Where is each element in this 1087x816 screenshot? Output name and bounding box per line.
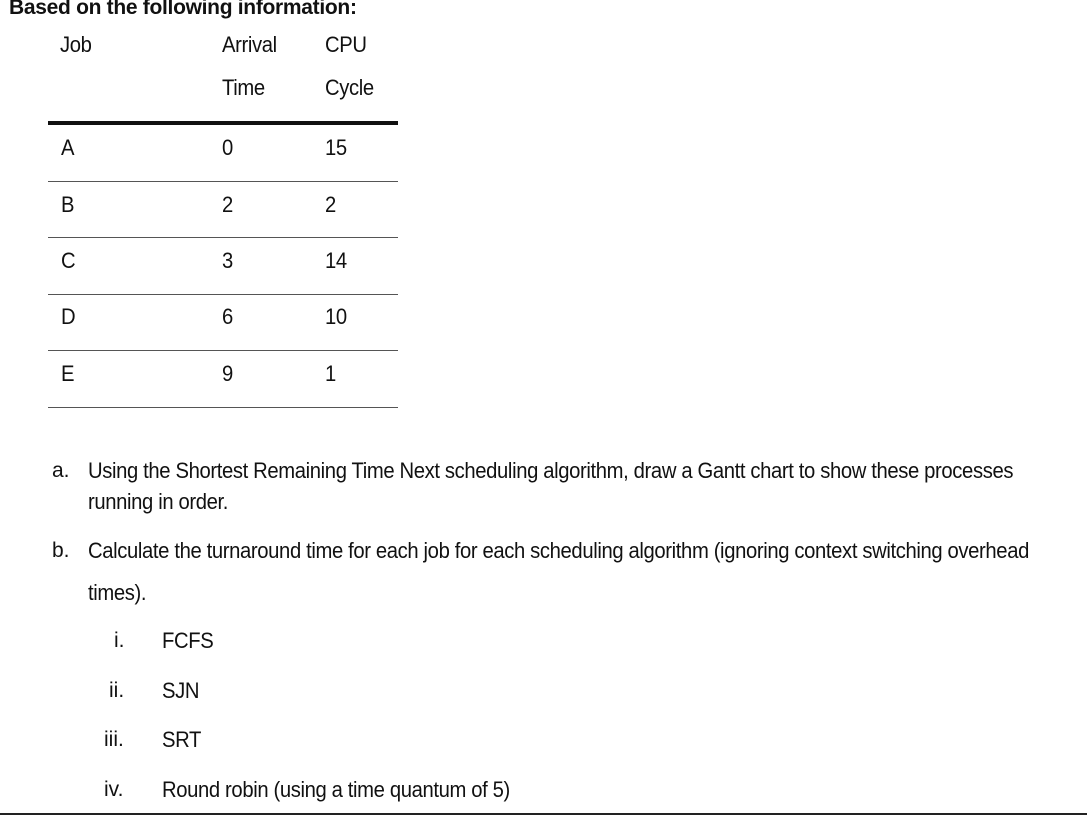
cell-arrival: 0 (222, 135, 233, 160)
row-divider (48, 294, 398, 295)
item-label: iv. (104, 778, 124, 801)
cell-job: E (61, 361, 75, 386)
item-text: Round robin (using a time quantum of 5) (162, 777, 510, 802)
question-b-line2: times). (88, 580, 147, 605)
header-rule (48, 121, 398, 125)
header-job: Job (60, 32, 92, 57)
question-b-line1: Calculate the turnaround time for each job for each scheduling algorithm (ignoring context switching overhead (88, 538, 1029, 563)
item-label: iii. (104, 728, 124, 751)
cell-arrival: 2 (222, 192, 233, 217)
cell-job: C (61, 248, 76, 273)
question-b-label: b. (52, 539, 70, 562)
row-divider (48, 350, 398, 351)
cell-cpu: 15 (325, 135, 347, 160)
item-text: SRT (162, 727, 202, 752)
cell-job: B (61, 192, 75, 217)
heading: Based on the following information: (9, 0, 357, 19)
question-a-label: a. (52, 459, 70, 482)
row-divider (48, 237, 398, 238)
cell-arrival: 9 (222, 361, 233, 386)
cell-cpu: 10 (325, 304, 347, 329)
cell-cpu: 14 (325, 248, 347, 273)
cell-arrival: 3 (222, 248, 233, 273)
cell-arrival: 6 (222, 304, 233, 329)
header-arrival-line2: Time (222, 75, 265, 100)
cell-job: A (61, 135, 75, 160)
cell-job: D (61, 304, 76, 329)
item-text: FCFS (162, 628, 214, 653)
row-divider (48, 407, 398, 408)
header-cpu-line2: Cycle (325, 75, 374, 100)
item-text: SJN (162, 678, 200, 703)
question-a-line1: Using the Shortest Remaining Time Next scheduling algorithm, draw a Gantt chart to show these processes (88, 458, 1014, 483)
cell-cpu: 2 (325, 192, 336, 217)
cell-cpu: 1 (325, 361, 336, 386)
row-divider (48, 181, 398, 182)
header-arrival-line1: Arrival (222, 32, 277, 57)
item-label: ii. (109, 679, 125, 702)
bottom-rule (0, 813, 1087, 815)
header-cpu-line1: CPU (325, 32, 367, 57)
item-label: i. (114, 629, 125, 652)
question-a-line2: running in order. (88, 489, 229, 514)
